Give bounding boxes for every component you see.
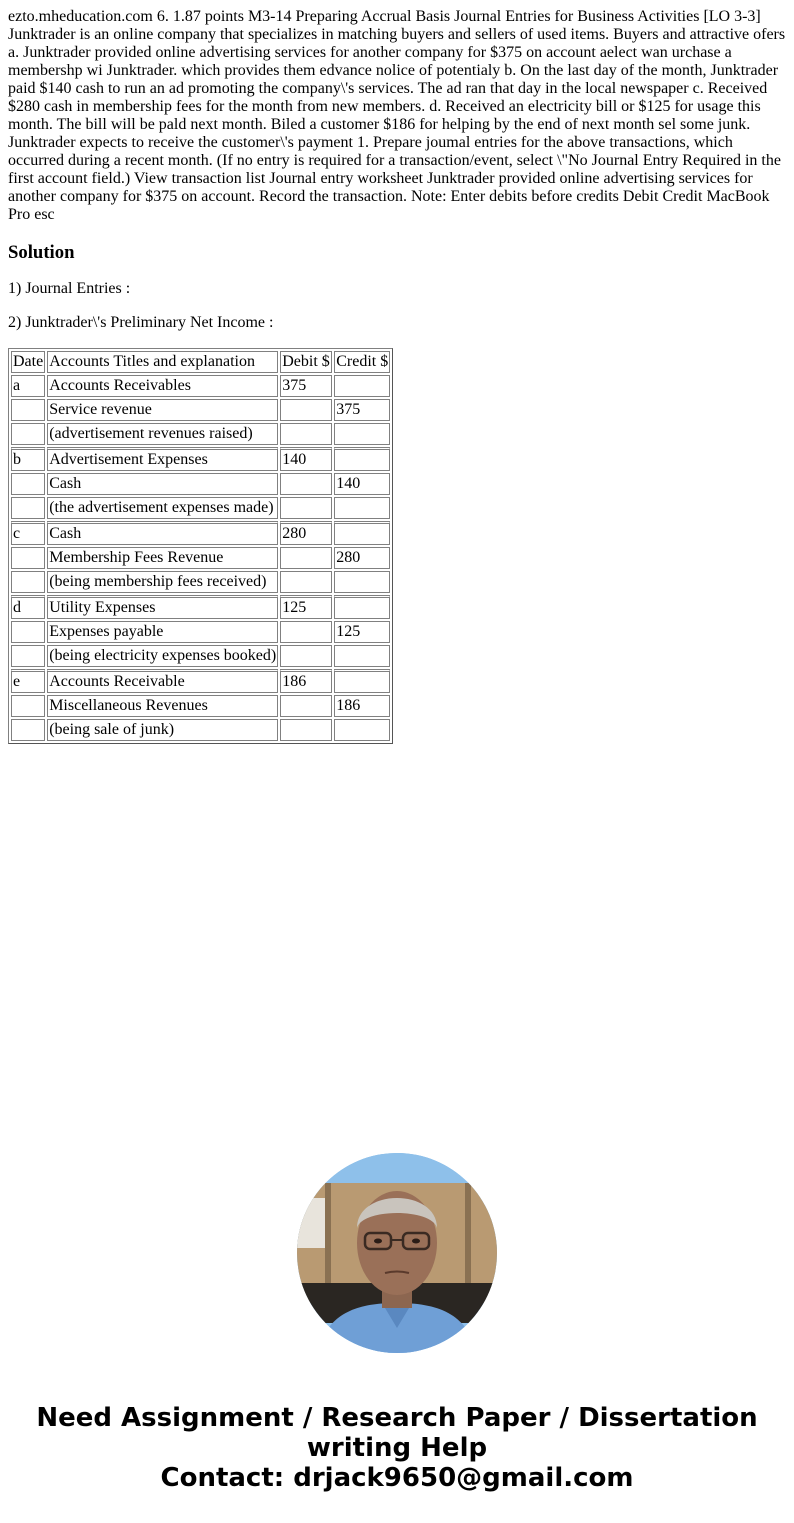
table-row <box>11 719 390 741</box>
promo-line-2: writing Help <box>306 1433 488 1463</box>
promo-contact: Contact: drjack9650@gmail.com <box>160 1463 634 1493</box>
cell-date: b <box>11 447 45 471</box>
table-row <box>11 547 390 569</box>
solution-heading: Solution <box>8 242 75 263</box>
cell-date <box>11 497 45 519</box>
cell-debit <box>280 695 332 717</box>
promo-line-1: Need Assignment / Research Paper / Dissertation <box>36 1403 758 1433</box>
cell-account: (advertisement revenues raised) <box>47 423 278 445</box>
cell-date <box>11 473 45 495</box>
header-credit: Credit $ <box>334 351 390 373</box>
question-text: ezto.mheducation.com 6. 1.87 points M3-14 Preparing Accrual Basis Journal Entries for Business Activities [LO 3-3] Junktrader is an online company that specializes in matching buyers and sellers of used items. Buyers and attractive ofers a. Junktrader provided online advertising services for another company for $375 on account aelect wan urchase a membershp wi Junktrader. which provides them edvance nolice of potentialy b. On the last day of the month, Junktrader paid $140 cash to run an ad promoting the company\'s services. The ad ran that day in the local newspaper c. Received $280 cash in membership fees for the month from new members. d. Received an electricity bill or $125 for usage this month. The bill will be pald next month. Biled a customer $186 for helping by the end of next month sel some junk. Junktrader expects to receive the customer\'s payment 1. Prepare joumal entries for the above transactions, which occurred during a recent month. (If no entry is required for a transaction/event, select \"No Journal Entry Required in the first account field.) View transaction list Journal entry worksheet Junktrader provided online advertising services for another company for $375 on account. Record the transaction. Note: Enter debits before credits Debit Credit MacBook Pro esc <box>8 8 786 223</box>
person-photo-icon <box>297 1153 497 1353</box>
cell-account: Accounts Receivables <box>47 375 278 397</box>
cell-credit <box>334 521 390 545</box>
cell-account: Utility Expenses <box>47 595 278 619</box>
cell-debit: 280 <box>280 521 332 545</box>
cell-debit <box>280 621 332 643</box>
cell-date <box>11 571 45 593</box>
table-row <box>11 595 390 619</box>
cell-account: Expenses payable <box>47 621 278 643</box>
cell-account: Accounts Receivable <box>47 669 278 693</box>
cell-date <box>11 547 45 569</box>
cell-debit <box>280 399 332 421</box>
cell-account: Cash <box>47 473 278 495</box>
header-account: Accounts Titles and explanation <box>47 351 278 373</box>
cell-debit: 125 <box>280 595 332 619</box>
cell-credit: 375 <box>334 399 390 421</box>
cell-date <box>11 399 45 421</box>
cell-debit: 186 <box>280 669 332 693</box>
cell-credit <box>334 571 390 593</box>
cell-account: (the advertisement expenses made) <box>47 497 278 519</box>
cell-credit <box>334 669 390 693</box>
cell-credit <box>334 719 390 741</box>
cell-date: d <box>11 595 45 619</box>
cell-date <box>11 719 45 741</box>
cell-credit <box>334 645 390 667</box>
table-row <box>11 645 390 667</box>
table-row <box>11 571 390 593</box>
cell-date: c <box>11 521 45 545</box>
header-debit: Debit $ <box>280 351 332 373</box>
cell-date <box>11 423 45 445</box>
table-row <box>11 497 390 519</box>
cell-credit <box>334 447 390 471</box>
table-row <box>11 669 390 693</box>
table-row <box>11 399 390 421</box>
table-row <box>11 621 390 643</box>
table-row <box>11 423 390 445</box>
table-row <box>11 375 390 397</box>
cell-credit <box>334 595 390 619</box>
cell-debit <box>280 497 332 519</box>
table-row <box>11 521 390 545</box>
journal-entries-table <box>8 348 393 744</box>
cell-debit: 375 <box>280 375 332 397</box>
cell-account: Membership Fees Revenue <box>47 547 278 569</box>
table-row <box>11 695 390 717</box>
cell-credit <box>334 375 390 397</box>
cell-date: e <box>11 669 45 693</box>
table-row <box>11 447 390 471</box>
cell-account: (being sale of junk) <box>47 719 278 741</box>
cell-account: Cash <box>47 521 278 545</box>
cell-debit <box>280 571 332 593</box>
cell-debit <box>280 719 332 741</box>
cell-date <box>11 621 45 643</box>
cell-date <box>11 695 45 717</box>
step-journal-entries: 1) Journal Entries : <box>8 280 131 297</box>
step-net-income: 2) Junktrader\'s Preliminary Net Income : <box>8 314 274 331</box>
cell-debit <box>280 645 332 667</box>
cell-date <box>11 645 45 667</box>
promo-banner <box>0 1403 794 1493</box>
cell-credit: 280 <box>334 547 390 569</box>
cell-account: Miscellaneous Revenues <box>47 695 278 717</box>
cell-account: Advertisement Expenses <box>47 447 278 471</box>
cell-debit <box>280 547 332 569</box>
header-date: Date <box>11 351 45 373</box>
avatar <box>297 1153 497 1353</box>
cell-credit <box>334 497 390 519</box>
cell-credit <box>334 423 390 445</box>
cell-debit <box>280 423 332 445</box>
cell-account: Service revenue <box>47 399 278 421</box>
cell-debit: 140 <box>280 447 332 471</box>
cell-debit <box>280 473 332 495</box>
document-content <box>8 8 786 744</box>
cell-credit: 140 <box>334 473 390 495</box>
table-row <box>11 473 390 495</box>
cell-account: (being electricity expenses booked) <box>47 645 278 667</box>
cell-credit: 125 <box>334 621 390 643</box>
table-header-row <box>11 351 390 373</box>
cell-credit: 186 <box>334 695 390 717</box>
cell-date: a <box>11 375 45 397</box>
cell-account: (being membership fees received) <box>47 571 278 593</box>
